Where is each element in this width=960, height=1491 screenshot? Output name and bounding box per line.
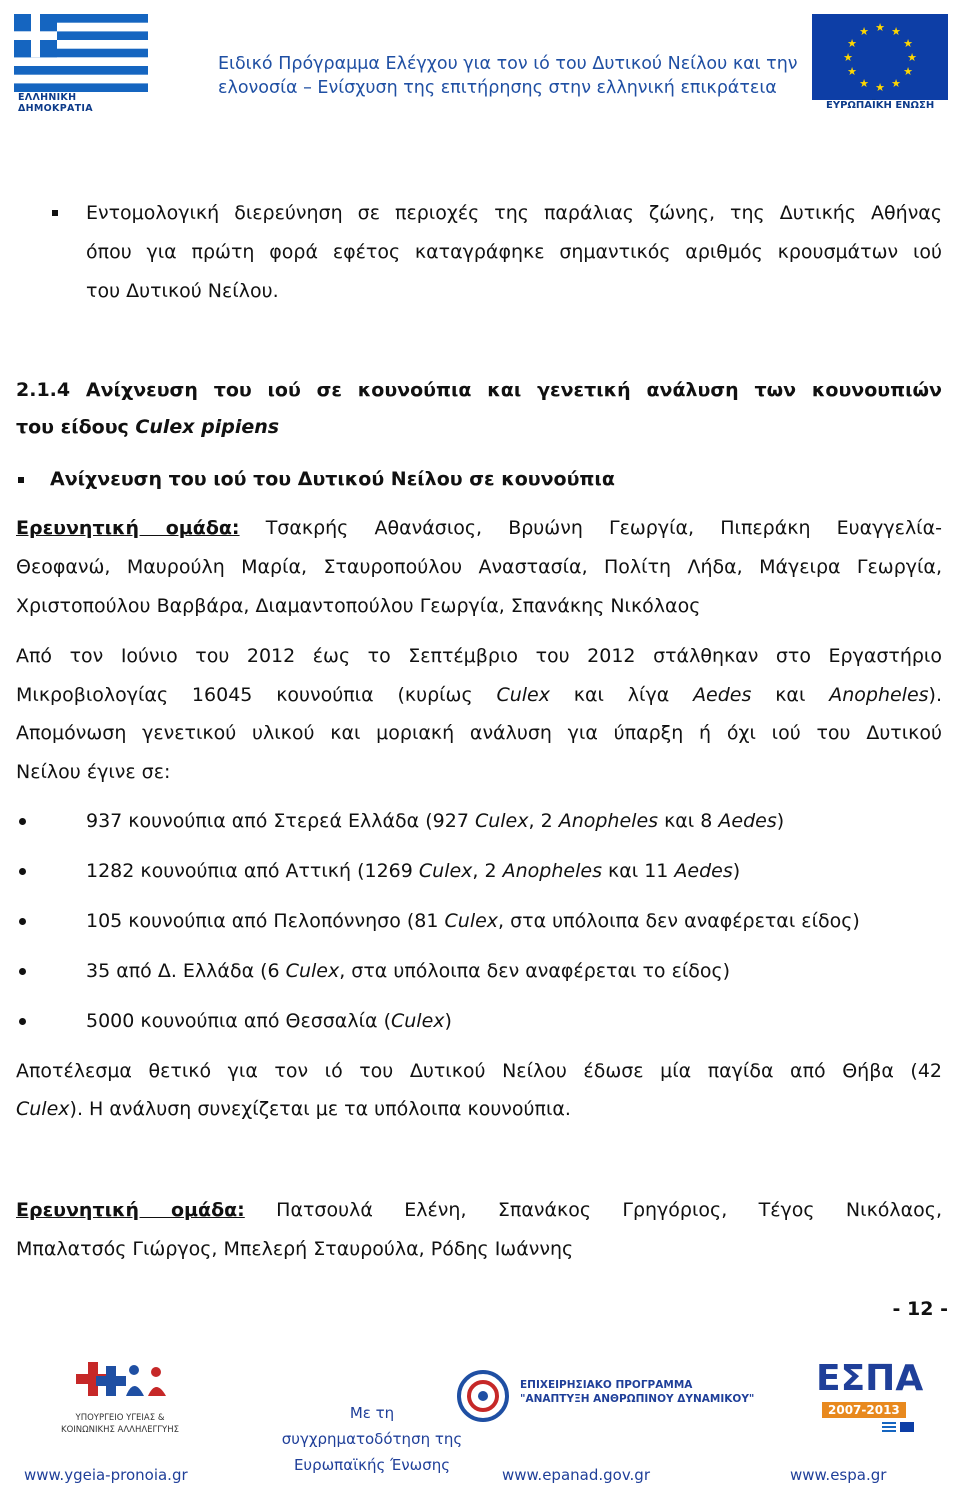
intro-line1: Εντομολογική διερεύνηση σε περιοχές της παράλιας ζώνης, της Δυτικής Αθήνας — [86, 202, 942, 224]
paragraph-text: ). — [928, 684, 942, 706]
list-item-text: 35 από Δ. Ελλάδα (6 — [86, 960, 286, 982]
team1-line3: Χριστοπούλου Βαρβάρα, Διαμαντοπούλου Γεωργία, Σπανάκης Νικόλαος — [16, 595, 701, 617]
footer-url-espa[interactable]: www.espa.gr — [790, 1466, 887, 1484]
list-bullet — [19, 868, 26, 875]
epanad-line1: ΕΠΙΧΕΙΡΗΣΙΑΚΟ ΠΡΟΓΡΑΜΜΑ — [520, 1379, 693, 1391]
list-item — [86, 859, 942, 883]
page-number: - 12 - — [892, 1298, 948, 1320]
paragraph-text: και — [751, 684, 830, 706]
ministry-cross-icon — [70, 1360, 180, 1410]
svg-text:★: ★ — [891, 25, 901, 38]
espa-name: ΕΣΠΑ — [816, 1358, 924, 1399]
list-item — [86, 959, 942, 983]
list-item-text: , στα υπόλοιπα δεν αναφέρεται το είδος) — [339, 960, 731, 982]
eu-caption: ΕΥΡΩΠΑΪΚΗ ΕΝΩΣΗ — [826, 100, 935, 111]
ministry-name: ΥΠΟΥΡΓΕΙΟ ΥΓΕΙΑΣ & ΚΟΙΝΩΝΙΚΗΣ ΑΛΛΗΛΕΓΓΥΗΣ — [61, 1413, 179, 1435]
list-item-text: και 11 — [601, 860, 675, 882]
list-item-text: 105 κουνούπια από Πελοπόννησο (81 — [86, 910, 445, 932]
species-aedes: Aedes — [693, 684, 752, 706]
epanad-logo — [448, 1368, 755, 1428]
intro-line3: του Δυτικού Νείλου. — [86, 280, 279, 302]
list-bullet — [19, 818, 26, 825]
result-line2 — [16, 1097, 942, 1121]
section-heading-prefix: του είδους — [16, 416, 136, 438]
greek-flag-icon — [14, 14, 148, 92]
paragraph-line2 — [16, 683, 942, 707]
paragraph-line3: Απομόνωση γενετικού υλικού και μοριακή ανάλυση για ύπαρξη ή όχι ιού του Δυτικού — [16, 722, 942, 744]
team1-line2: Θεοφανώ, Μαυρούλη Μαρία, Σταυροπούλου Αναστασία, Πολίτη Λήδα, Μάγειρα Γεωργία, — [16, 556, 942, 578]
species-name: Anopheles — [558, 810, 659, 832]
epanad-emblem-icon — [448, 1368, 518, 1424]
section-subheading: Ανίχνευση του ιού του Δυτικού Νείλου σε κουνούπια — [50, 468, 615, 490]
eu-flag — [812, 14, 948, 100]
team1-label: Ερευνητική ομάδα: — [16, 517, 240, 539]
section-heading-line2 — [16, 415, 942, 439]
list-item-text: , 2 — [472, 860, 503, 882]
cofunding-text: Με τη συγχρηματοδότηση της Ευρωπαϊκής Ένωσης — [281, 1404, 463, 1474]
svg-text:★: ★ — [907, 51, 917, 64]
species-name: Aedes — [718, 810, 777, 832]
header-title-line1: Ειδικό Πρόγραμμα Ελέγχου για τον ιό του Δυτικού Νείλου και την — [218, 54, 798, 74]
team2-label: Ερευνητική ομάδα: — [16, 1199, 245, 1221]
list-item-text: ) — [732, 860, 741, 882]
section-heading-species: Culex pipiens — [135, 416, 280, 438]
paragraph-line1: Από τον Ιούνιο του 2012 έως το Σεπτέμβριο του 2012 στάλθηκαν στο Εργαστήριο — [16, 645, 942, 667]
species-name: Culex — [418, 860, 473, 882]
espa-years: 2007-2013 — [822, 1402, 906, 1418]
greek-flag — [14, 14, 148, 92]
species-anopheles: Anopheles — [829, 684, 929, 706]
species-name: Aedes — [674, 860, 733, 882]
team1-line1-names: Τσακρής Αθανάσιος, Βρυώνη Γεωργία, Πιπεράκη Ευαγγελία- — [239, 517, 942, 539]
list-item-text: 1282 κουνούπια από Αττική (1269 — [86, 860, 419, 882]
paragraph-text: και λίγα — [549, 684, 694, 706]
small-greek-flag-icon — [882, 1422, 896, 1432]
svg-text:★: ★ — [859, 77, 869, 90]
species-name: Culex — [390, 1010, 445, 1032]
section-heading-line1: 2.1.4 Ανίχνευση του ιού σε κουνούπια και γενετική ανάλυση των κουνουπιών — [16, 379, 942, 401]
list-bullet — [19, 918, 26, 925]
svg-text:★: ★ — [875, 21, 885, 34]
intro-line2: όπου για πρώτη φορά εφέτος καταγράφηκε σημαντικός αριθμός κρουσμάτων ιού — [86, 241, 942, 263]
header-title-line2: ελονοσία – Ενίσχυση της επιτήρησης στην ελληνική επικράτεια — [218, 78, 777, 98]
list-item-text: ) — [444, 1010, 452, 1032]
team1-line1 — [16, 516, 942, 540]
espa-logo — [808, 1358, 948, 1438]
list-bullet — [19, 968, 26, 975]
list-item-text: , στα υπόλοιπα δεν αναφέρεται είδος) — [498, 910, 860, 932]
svg-text:★: ★ — [843, 51, 853, 64]
svg-text:★: ★ — [891, 77, 901, 90]
team2-line1 — [16, 1198, 942, 1222]
svg-text:★: ★ — [903, 65, 913, 78]
paragraph-text: Μικροβιολογίας 16045 κουνούπια (κυρίως — [16, 684, 497, 706]
species-culex: Culex — [496, 684, 550, 706]
list-item — [86, 909, 942, 933]
species-culex: Culex — [16, 1098, 70, 1120]
paragraph-line4: Νείλου έγινε σε: — [16, 761, 171, 783]
species-name: Culex — [474, 810, 529, 832]
list-item-text: , 2 — [528, 810, 559, 832]
header-title — [218, 52, 818, 100]
footer-url-epanad[interactable]: www.epanad.gov.gr — [502, 1466, 650, 1484]
species-name: Culex — [444, 910, 499, 932]
ministry-logo — [70, 1360, 180, 1410]
list-item-text: και 8 — [658, 810, 719, 832]
svg-text:★: ★ — [903, 37, 913, 50]
svg-text:★: ★ — [875, 81, 885, 94]
list-bullet — [19, 1018, 26, 1025]
species-name: Culex — [285, 960, 340, 982]
bullet-square — [52, 210, 58, 216]
result-line1: Αποτέλεσμα θετικό για τον ιό του Δυτικού Νείλου έδωσε μία παγίδα από Θήβα (42 — [16, 1060, 942, 1082]
subheading-bullet-square — [18, 477, 24, 483]
list-item-text: 937 κουνούπια από Στερεά Ελλάδα (927 — [86, 810, 475, 832]
epanad-line2: "ΑΝΑΠΤΥΞΗ ΑΝΘΡΩΠΙΝΟΥ ΔΥΝΑΜΙΚΟΥ" — [520, 1393, 755, 1405]
list-item-text: 5000 κουνούπια από Θεσσαλία ( — [86, 1010, 391, 1032]
result-text: ). Η ανάλυση συνεχίζεται με τα υπόλοιπα κουνούπια. — [69, 1098, 571, 1120]
svg-text:★: ★ — [847, 65, 857, 78]
species-name: Anopheles — [502, 860, 602, 882]
flag-caption: ΕΛΛΗΝΙΚΗ ΔΗΜΟΚΡΑΤΙΑ — [18, 92, 93, 114]
team2-line1-names: Πατσουλά Ελένη, Σπανάκος Γρηγόριος, Τέγος Νικόλαος, — [244, 1199, 942, 1221]
small-eu-flag-icon — [900, 1422, 914, 1432]
list-item — [86, 809, 942, 833]
footer-url-ygeia[interactable]: www.ygeia-pronoia.gr — [24, 1466, 188, 1484]
list-item — [86, 1009, 942, 1033]
team2-line2: Μπαλατσός Γιώργος, Μπελερή Σταυρούλα, Ρόδης Ιωάννης — [16, 1238, 574, 1260]
svg-text:★: ★ — [847, 37, 857, 50]
svg-text:★: ★ — [859, 25, 869, 38]
list-item-text: ) — [776, 810, 785, 832]
eu-flag-icon — [812, 14, 948, 100]
